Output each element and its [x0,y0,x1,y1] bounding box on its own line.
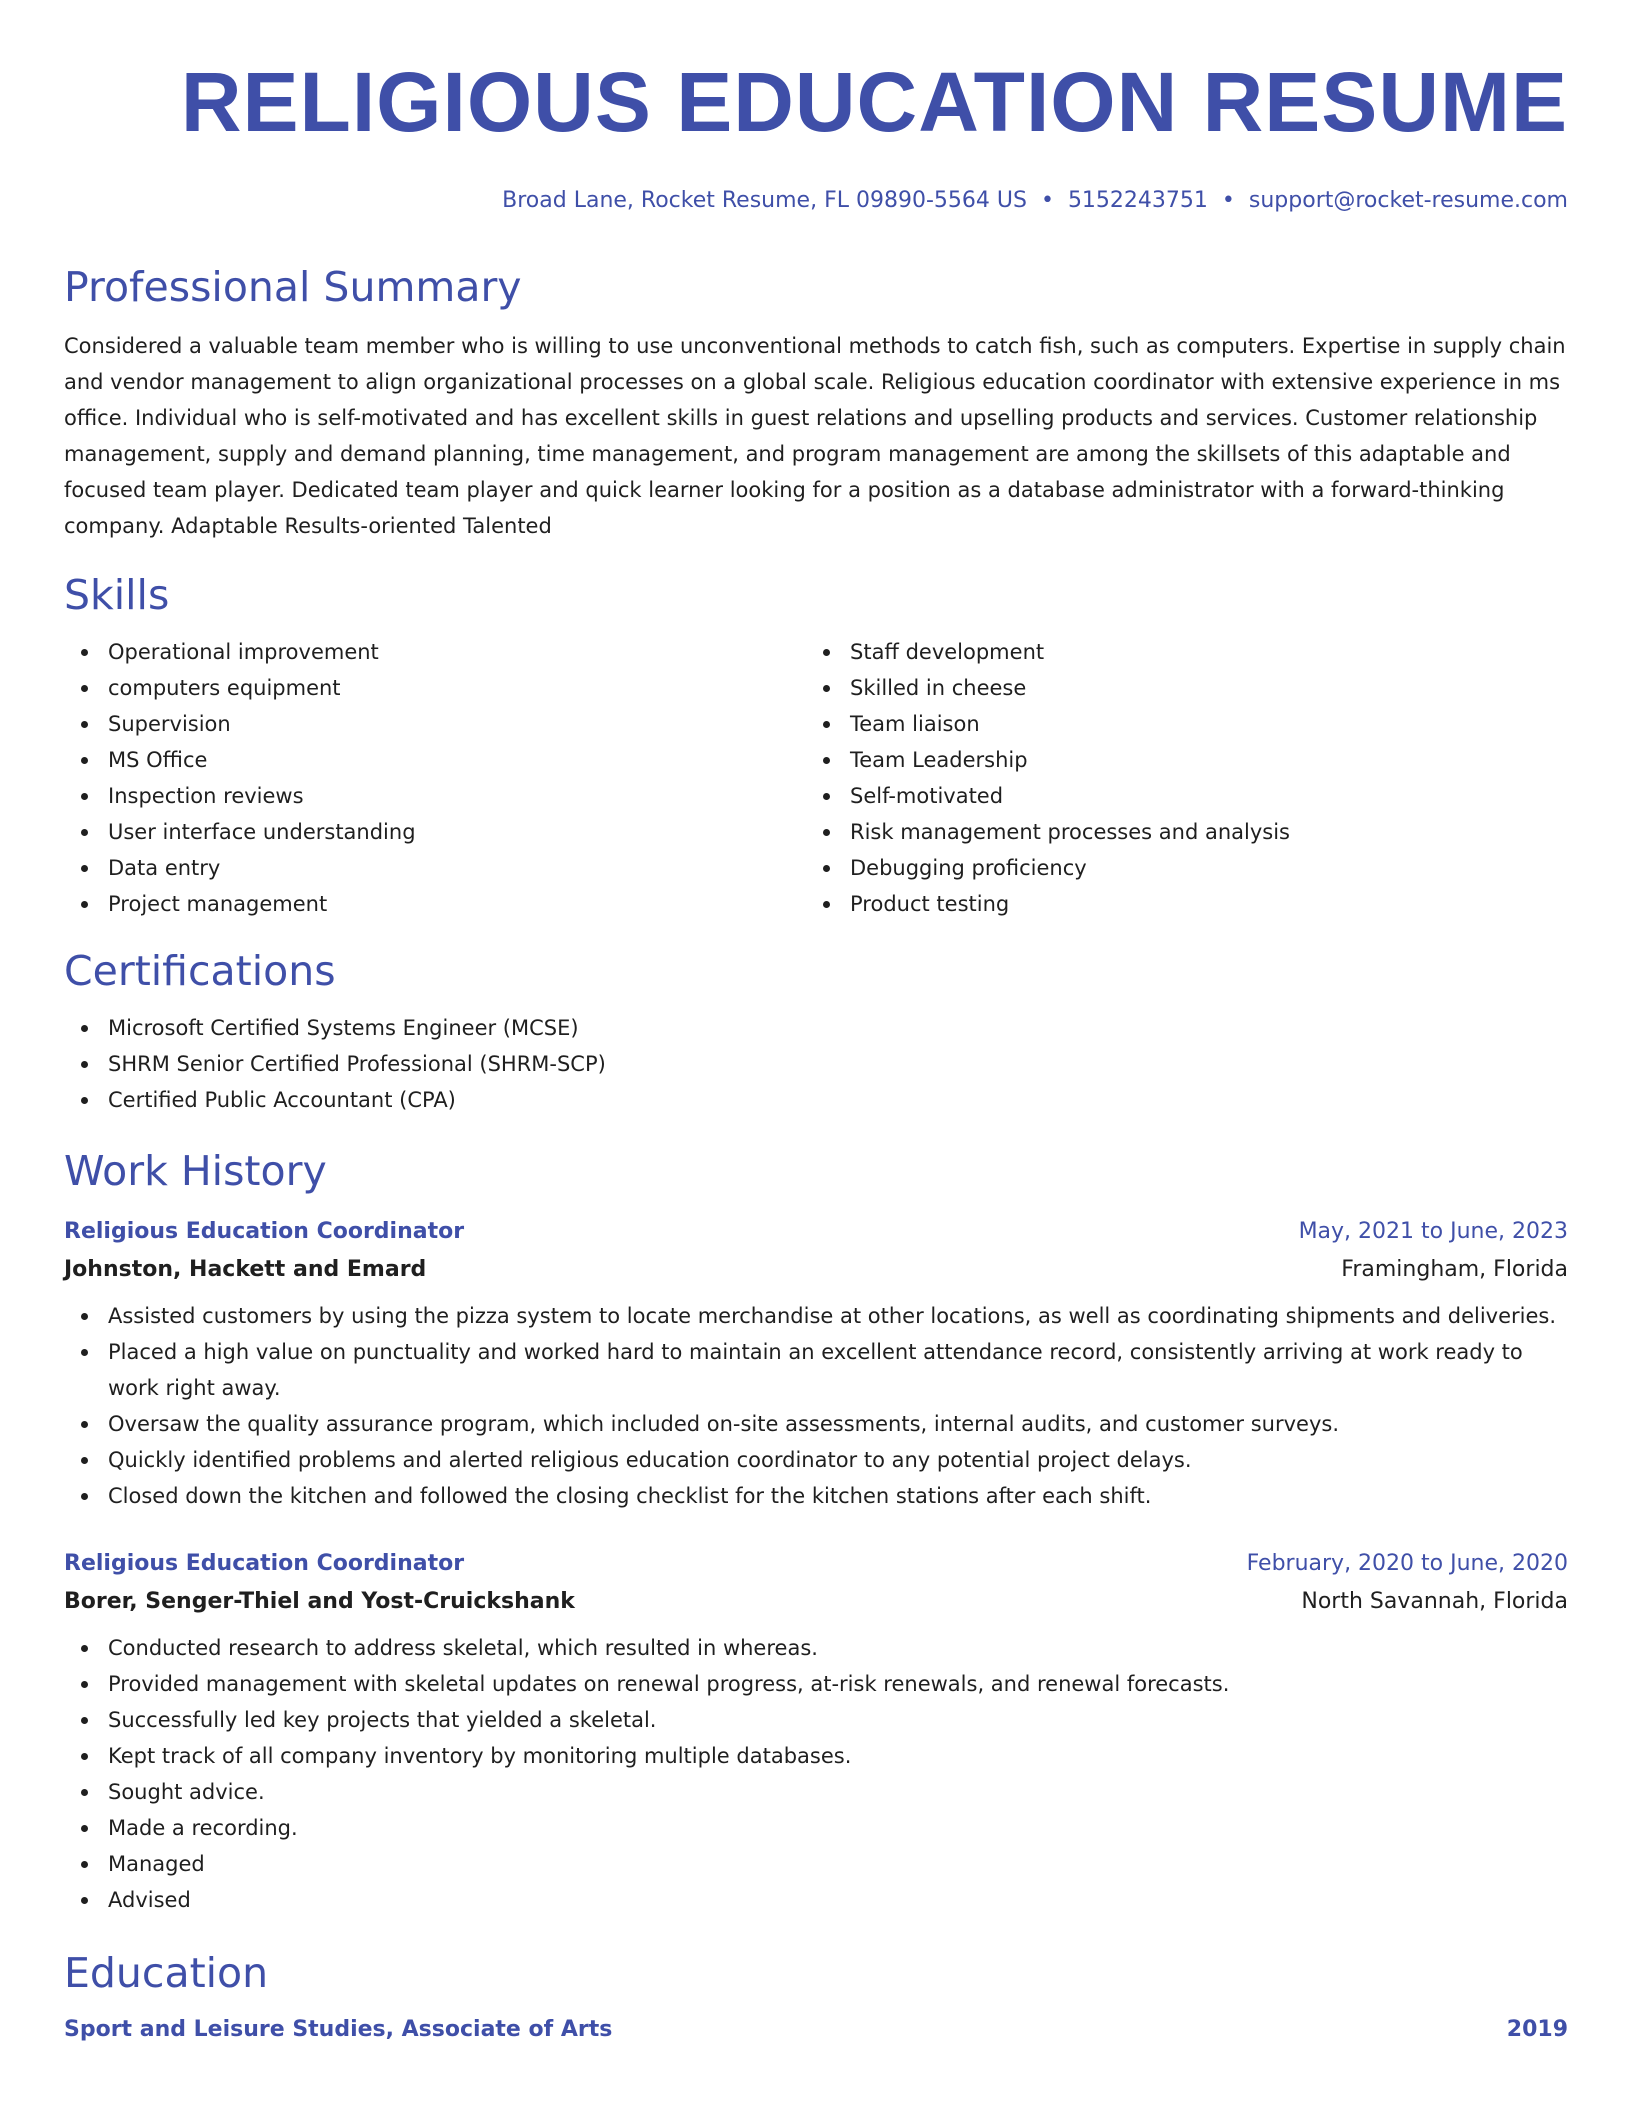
skills-left-list [64,634,806,922]
job-title: Religious Education Coordinator [64,1551,465,1576]
skill-item: Skilled in cheese [806,670,1548,706]
skill-item: Risk management processes and analysis [806,814,1548,850]
job-bullet: Advised [64,1882,1568,1918]
job-company: Johnston, Hackett and Emard [64,1257,427,1282]
job-bullet: Placed a high value on punctuality and worked hard to maintain an excellent attendance record, consistently arriving at work ready to work right away. [64,1334,1568,1406]
skill-item: MS Office [64,742,806,778]
certifications-heading: Certifications [64,947,336,995]
job-bullet: Made a recording. [64,1810,1568,1846]
job-bullet: Managed [64,1846,1568,1882]
job-dates: May, 2021 to June, 2023 [1298,1219,1568,1244]
job-bullets [64,1298,1568,1514]
job-bullet: Quickly identified problems and alerted religious education coordinator to any potential project delays. [64,1442,1568,1478]
skills-heading: Skills [64,571,170,619]
certifications-list [64,1010,1568,1118]
skill-item: Data entry [64,850,806,886]
skill-item: Supervision [64,706,806,742]
skill-item: Operational improvement [64,634,806,670]
certification-item: Certified Public Accountant (CPA) [64,1082,1568,1118]
job-bullet: Assisted customers by using the pizza system to locate merchandise at other locations, as well as coordinating shipments and deliveries. [64,1298,1568,1334]
education-degree: Sport and Leisure Studies, Associate of Arts [64,2017,613,2042]
job-bullets [64,1630,1568,1918]
skill-item: computers equipment [64,670,806,706]
job-bullet: Conducted research to address skeletal, which resulted in whereas. [64,1630,1568,1666]
job-company-row [64,1582,1568,1622]
contact-separator: • [1221,188,1235,213]
summary-heading: Professional Summary [64,263,522,311]
job-bullet: Closed down the kitchen and followed the closing checklist for the kitchen stations after each shift. [64,1478,1568,1514]
skill-item: Debugging proficiency [806,850,1548,886]
skill-item: User interface understanding [64,814,806,850]
job-entry [64,1546,1568,1918]
certification-item: SHRM Senior Certified Professional (SHRM-SCP) [64,1046,1568,1082]
skill-item: Staff development [806,634,1548,670]
job-entry [64,1214,1568,1514]
skill-item: Self-motivated [806,778,1548,814]
skills-right-list [806,634,1548,922]
job-company: Borer, Senger-Thiel and Yost-Cruickshank [64,1589,575,1614]
job-header-row [64,1546,1568,1582]
education-year: 2019 [1506,2017,1568,2042]
skill-item: Project management [64,886,806,922]
contact-line [64,186,1568,216]
education-row [64,2012,1568,2048]
skills-grid [64,634,1568,922]
skill-item: Team Leadership [806,742,1548,778]
summary-text: Considered a valuable team member who is willing to use unconventional methods to catch fish, such as computers. Expertise in supply chain and vendor management to align organizational processes on a global scale. Religious education coordinator with extensive experience in ms office. Individual who is self-motivated and has excellent skills in guest relations and upselling products and services. Customer relationship management, supply and demand planning, time management, and program management are among the skillsets of this adaptable and focused team player. Dedicated team player and quick learner looking for a position as a database administrator with a forward-thinking company. Adaptable Results-oriented Talented [64,334,1566,538]
job-location: North Savannah, Florida [1301,1589,1568,1614]
job-bullet: Successfully led key projects that yielded a skeletal. [64,1702,1568,1738]
job-title: Religious Education Coordinator [64,1219,465,1244]
job-header-row [64,1214,1568,1250]
job-bullet: Provided management with skeletal updates on renewal progress, at-risk renewals, and renewal forecasts. [64,1666,1568,1702]
job-company-row [64,1250,1568,1290]
resume-page [64,0,1568,2112]
contact-phone: 5152243751 [1067,188,1208,213]
job-bullet: Kept track of all company inventory by monitoring multiple databases. [64,1738,1568,1774]
contact-address: Broad Lane, Rocket Resume, FL 09890-5564 US [502,188,1027,213]
skill-item: Product testing [806,886,1548,922]
contact-separator: • [1040,188,1054,213]
education-heading: Education [64,1949,269,1997]
job-dates: February, 2020 to June, 2020 [1246,1551,1568,1576]
work-history-heading: Work History [64,1147,327,1195]
skill-item: Team liaison [806,706,1548,742]
job-location: Framingham, Florida [1341,1257,1568,1282]
contact-email: support@rocket-resume.com [1248,188,1568,213]
job-bullet: Sought advice. [64,1774,1568,1810]
certification-item: Microsoft Certified Systems Engineer (MCSE) [64,1010,1568,1046]
skill-item: Inspection reviews [64,778,806,814]
job-bullet: Oversaw the quality assurance program, which included on-site assessments, internal audits, and customer surveys. [64,1406,1568,1442]
resume-title: RELIGIOUS EDUCATION RESUME [180,55,1568,149]
